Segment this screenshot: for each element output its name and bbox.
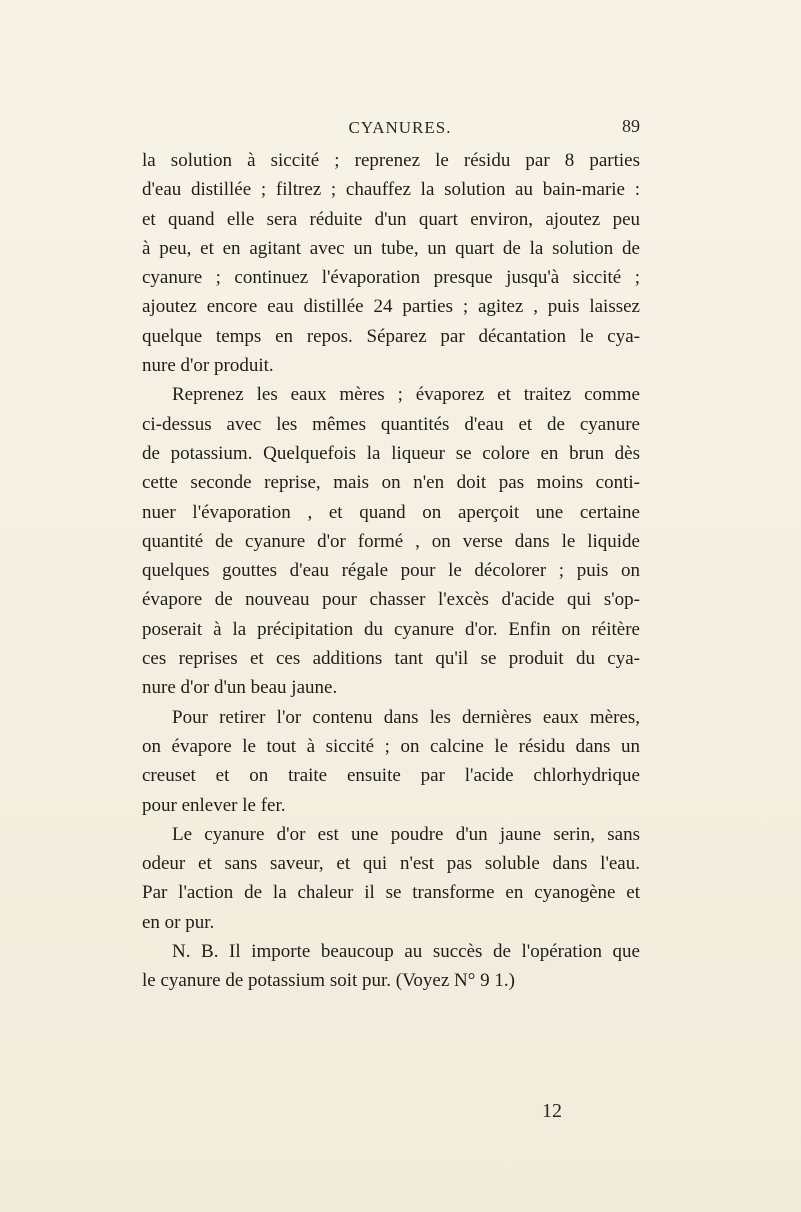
running-title: CYANURES. — [348, 118, 452, 137]
text-line: cette seconde reprise, mais on n'en doit pas moins conti- — [142, 472, 640, 494]
text-line: le cyanure de potassium soit pur. (Voyez N° 9 1.) — [142, 970, 515, 992]
text-line: à peu, et en agitant avec un tube, un quart de la solution de — [142, 237, 640, 259]
text-line: cyanure ; continuez l'évaporation presque jusqu'à siccité ; — [142, 267, 640, 289]
text-line: nure d'or d'un beau jaune. — [142, 677, 338, 699]
text-line: poserait à la précipitation du cyanure d'or. Enfin on réitère — [142, 618, 640, 640]
paragraph-start: Reprenez les eaux mères ; évaporez et traitez comme — [172, 384, 640, 406]
text-line: odeur et sans saveur, et qui n'est pas soluble dans l'eau. — [142, 853, 640, 875]
text-line: ajoutez encore eau distillée 24 parties ; agitez , puis laissez — [142, 296, 640, 318]
text-line: nuer l'évaporation , et quand on aperçoit une certaine — [142, 501, 640, 523]
paragraph-start: Pour retirer l'or contenu dans les dernières eaux mères, — [172, 706, 640, 728]
text-line: d'eau distillée ; filtrez ; chauffez la solution au bain-marie : — [142, 179, 640, 201]
text-line: ces reprises et ces additions tant qu'il se produit du cya- — [142, 648, 640, 670]
page-number: 89 — [622, 116, 640, 136]
text-line: nure d'or produit. — [142, 355, 274, 377]
text-line: quelque temps en repos. Séparez par décantation le cya- — [142, 325, 640, 347]
text-line: la solution à siccité ; reprenez le résidu par 8 parties — [142, 150, 640, 171]
paragraph-start: Le cyanure d'or est une poudre d'un jaune serin, sans — [172, 823, 640, 845]
text-line: creuset et on traite ensuite par l'acide chlorhydrique — [142, 765, 640, 787]
text-line: de potassium. Quelquefois la liqueur se colore en brun dès — [142, 442, 640, 464]
signature-mark: 12 — [542, 1100, 562, 1122]
nota-bene-line: N. B. Il importe beaucoup au succès de l'opération que — [172, 941, 640, 963]
text-line: quantité de cyanure d'or formé , on verse dans le liquide — [142, 530, 640, 552]
text-line: on évapore le tout à siccité ; on calcine le résidu dans un — [142, 735, 640, 757]
text-line: évapore de nouveau pour chasser l'excès d'acide qui s'op- — [142, 589, 640, 611]
text-line: Par l'action de la chaleur il se transforme en cyanogène et — [142, 882, 640, 904]
text-line: ci-dessus avec les mêmes quantités d'eau et de cyanure — [142, 413, 640, 435]
text-line: et quand elle sera réduite d'un quart environ, ajoutez peu — [142, 208, 640, 230]
text-line: pour enlever le fer. — [142, 794, 286, 816]
text-line: quelques gouttes d'eau régale pour le décolorer ; puis on — [142, 560, 640, 582]
body-text — [142, 146, 640, 996]
text-line: en or pur. — [142, 911, 215, 933]
